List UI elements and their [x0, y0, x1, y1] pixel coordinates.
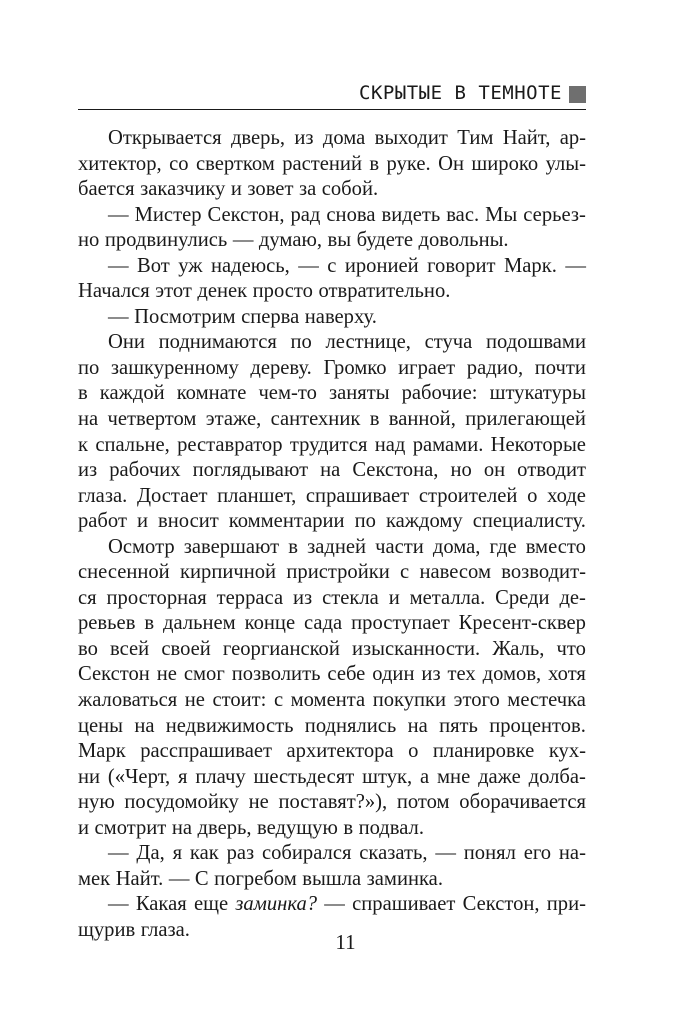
text-line — [78, 381, 586, 407]
word: зашкуренному — [110, 356, 239, 379]
word: вместо — [525, 535, 586, 558]
word: — — [108, 254, 129, 277]
word: Жаль, — [492, 637, 545, 660]
word: заминка. — [366, 867, 443, 890]
word: не — [156, 663, 177, 686]
text-line — [78, 458, 586, 484]
text-line — [78, 867, 586, 893]
text-line — [78, 152, 586, 178]
word: а — [420, 765, 430, 788]
word: Начался — [78, 280, 150, 303]
word: Среди — [495, 586, 550, 609]
word: ведущую — [257, 816, 338, 839]
word: («Черт, — [107, 765, 171, 788]
word: проступает — [351, 612, 450, 635]
word: Вот — [137, 254, 170, 277]
word: из — [294, 127, 314, 149]
text-line — [78, 356, 586, 382]
word: — — [435, 842, 456, 865]
word: и — [230, 178, 242, 201]
word: и — [136, 510, 148, 533]
word: вы — [327, 229, 352, 252]
word: покупки — [372, 689, 447, 712]
word: конце — [244, 612, 296, 635]
word: Секстон, — [462, 893, 540, 916]
text-line — [78, 279, 586, 305]
word: ванной, — [388, 408, 456, 431]
word: комментарии — [228, 510, 345, 533]
word: прилегающей — [465, 408, 586, 431]
word: но — [450, 459, 472, 482]
word: сперва — [241, 305, 300, 328]
text-line — [78, 790, 586, 816]
word: свертком — [195, 152, 275, 175]
word: он — [483, 459, 506, 482]
word: каждому — [385, 510, 463, 533]
word: смог — [183, 663, 225, 686]
word: широко — [471, 152, 539, 175]
word: наверху. — [304, 305, 377, 328]
word: Марк — [78, 740, 126, 763]
word: Посмотрим — [134, 305, 236, 328]
word: и — [388, 586, 400, 609]
word: кух- — [548, 740, 586, 763]
word: потом — [396, 791, 450, 814]
word: комнате — [176, 382, 247, 405]
word: спальне, — [95, 433, 170, 456]
word: себе — [327, 663, 366, 686]
word: по — [78, 356, 100, 379]
word: заминка? — [235, 893, 318, 916]
word: — — [324, 893, 345, 916]
word: части — [375, 535, 424, 558]
word: дверь, — [230, 127, 286, 149]
word: — — [565, 254, 586, 277]
word: оборачивается — [459, 791, 586, 814]
text-line — [78, 637, 586, 663]
word: спрашивает — [305, 484, 410, 507]
word: ходе — [547, 484, 586, 507]
word: заняты — [328, 382, 390, 405]
word: Марк. — [503, 254, 557, 277]
word: процентов. — [489, 714, 586, 737]
text-line — [78, 228, 586, 254]
word: пять — [439, 714, 478, 737]
word: этот — [155, 280, 192, 303]
word: на — [320, 459, 341, 482]
word: навесом — [419, 561, 491, 584]
word: трудится — [289, 433, 368, 456]
word: подошвами — [485, 331, 586, 354]
word: собирался — [261, 842, 352, 865]
word: отводит — [517, 459, 586, 482]
running-header — [78, 80, 586, 110]
text-line — [78, 254, 586, 280]
word: де- — [559, 586, 586, 609]
text-line — [78, 739, 586, 765]
word: недвижимость — [165, 714, 294, 737]
word: продвинулись — [104, 229, 228, 252]
word: Какая — [135, 893, 187, 916]
word: на — [407, 714, 428, 737]
running-title: СКРЫТЫЕ В ТЕМНОТЕ — [359, 82, 562, 104]
word: подвал. — [358, 816, 424, 839]
word: планшет, — [217, 484, 297, 507]
word: по — [290, 331, 312, 354]
word: тех — [447, 663, 476, 686]
word: стоит: — [212, 689, 267, 712]
text-line — [78, 765, 586, 791]
word: не — [248, 791, 269, 814]
word: и — [78, 816, 90, 839]
text-line — [78, 203, 586, 229]
word: возводит- — [501, 561, 586, 584]
word: но — [78, 229, 100, 252]
word: из — [78, 459, 98, 482]
word: играет — [398, 356, 456, 379]
word: штук, — [362, 765, 413, 788]
word: выходит — [374, 127, 448, 149]
word: смотрит — [94, 816, 167, 839]
word: Найт. — [115, 867, 164, 890]
word: местечка — [507, 689, 586, 712]
word: специалисту. — [472, 510, 586, 533]
text-line — [78, 841, 586, 867]
word: Осмотр — [108, 535, 175, 558]
word: поднимаются — [158, 331, 277, 354]
text-line — [78, 305, 586, 331]
word: металла. — [409, 586, 486, 609]
text-line — [78, 586, 586, 612]
word: зовет — [247, 178, 294, 201]
word: хотя — [548, 663, 586, 686]
word: Секстон — [78, 663, 150, 686]
word: ревьев — [78, 612, 136, 635]
word: в — [78, 382, 88, 405]
word: руке. — [386, 152, 431, 175]
word: посудомойку — [124, 791, 239, 814]
word: во — [78, 637, 98, 660]
word: его — [523, 842, 552, 865]
text-line — [78, 509, 586, 535]
word: я — [172, 842, 183, 865]
header-rule — [78, 109, 586, 110]
word: один — [372, 663, 415, 686]
word: хитектор, — [78, 152, 162, 175]
word: погребом — [214, 867, 297, 890]
word: снесенной — [78, 561, 170, 584]
word: С — [194, 867, 209, 890]
word: — — [108, 305, 129, 328]
word: над — [374, 433, 406, 456]
word: видеть — [381, 203, 441, 226]
word: думаю, — [258, 229, 322, 252]
word: на- — [558, 842, 586, 865]
word: Мистер — [134, 203, 202, 226]
word: радио, — [466, 356, 524, 379]
word: завершают — [183, 535, 280, 558]
word: ар- — [559, 127, 586, 149]
word: о — [527, 484, 538, 507]
word: — — [108, 203, 129, 226]
word: мне — [437, 765, 471, 788]
text-line — [78, 611, 586, 637]
word: — — [298, 254, 319, 277]
word: Громко — [323, 356, 387, 379]
word: с — [327, 254, 337, 277]
word: на — [134, 714, 155, 737]
word: денек — [197, 280, 248, 303]
word: рад — [290, 203, 321, 226]
word: чем-то — [258, 382, 317, 405]
word: дереву. — [250, 356, 312, 379]
word: вышла — [302, 867, 362, 890]
word: со — [169, 152, 189, 175]
word: кирпичной — [180, 561, 277, 584]
word: где — [489, 535, 517, 558]
header-square-mark — [569, 86, 586, 103]
word: — — [232, 229, 254, 252]
page-number: 11 — [335, 930, 356, 954]
word: Тим — [457, 127, 494, 149]
word: вас. — [446, 203, 480, 226]
word: из — [293, 586, 313, 609]
word: просторная — [106, 586, 207, 609]
word: раз — [226, 842, 255, 865]
text-line — [78, 662, 586, 688]
word: на — [171, 816, 192, 839]
word: — — [108, 842, 129, 865]
word: иронией — [344, 254, 419, 277]
word: с — [273, 689, 284, 712]
word: спрашивает — [352, 893, 456, 916]
text-line — [78, 560, 586, 586]
word: за — [298, 178, 317, 201]
word: вносит — [158, 510, 219, 533]
text-line — [78, 816, 586, 842]
text-line — [78, 126, 586, 152]
word: стуча — [424, 331, 473, 354]
word: из — [421, 663, 441, 686]
word: глаза. — [78, 484, 128, 507]
word: четвертом — [107, 408, 197, 431]
word: на — [78, 408, 99, 431]
word: жаловаться — [78, 689, 178, 712]
word: этаже, — [205, 408, 262, 431]
word: говорит — [427, 254, 496, 277]
word: при- — [546, 893, 586, 916]
word: надеюсь, — [210, 254, 290, 277]
word: растений — [282, 152, 362, 175]
text-line — [78, 330, 586, 356]
word: Секстона, — [352, 459, 439, 482]
word: штукатуры — [489, 382, 586, 405]
word: расспрашивает — [140, 740, 273, 763]
word: в — [369, 152, 380, 175]
word: долба- — [528, 765, 586, 788]
word: планировке — [432, 740, 535, 763]
word: плачу — [195, 765, 246, 788]
text-line — [78, 688, 586, 714]
word: задней — [307, 535, 367, 558]
word: терраса — [216, 586, 284, 609]
word: дома — [322, 127, 366, 149]
word: стекла — [322, 586, 379, 609]
text-line — [78, 892, 586, 918]
word: даже — [478, 765, 521, 788]
word: в — [288, 535, 298, 558]
word: Он — [438, 152, 464, 175]
word: ную — [78, 791, 115, 814]
word: я — [178, 765, 188, 788]
word: Достает — [136, 484, 208, 507]
word: почти — [534, 356, 586, 379]
text-line — [78, 177, 586, 203]
word: пристройки — [286, 561, 390, 584]
word: просто — [252, 280, 313, 303]
word: этого — [453, 689, 500, 712]
word: лестнице, — [325, 331, 411, 354]
word: поглядывают — [192, 459, 309, 482]
word: домов, — [482, 663, 542, 686]
text-line — [78, 714, 586, 740]
word: дома, — [432, 535, 481, 558]
body-text — [78, 126, 586, 944]
word: о — [408, 740, 419, 763]
word: реставратор — [177, 433, 283, 456]
word: момента — [290, 689, 366, 712]
word: Да, — [136, 842, 165, 865]
word: Секстон, — [207, 203, 285, 226]
word: архитектора — [286, 740, 394, 763]
word: серьез- — [523, 203, 586, 226]
word: мек — [78, 867, 111, 890]
word: строителей — [418, 484, 518, 507]
word: щурив — [78, 918, 136, 941]
text-line — [78, 407, 586, 433]
word: изысканности. — [352, 637, 481, 660]
word: рабочие: — [401, 382, 478, 405]
word: Кресент-сквер — [458, 612, 586, 635]
word: в — [343, 816, 354, 839]
word: — — [108, 893, 129, 916]
word: по — [354, 510, 376, 533]
word: отвратительно. — [318, 280, 451, 303]
word: сантехник — [270, 408, 361, 431]
word: рабочих — [109, 459, 181, 482]
word: цены — [78, 714, 124, 737]
word: работ — [78, 510, 127, 533]
word: собой. — [321, 178, 379, 201]
word: Мы — [485, 203, 518, 226]
word: дверь, — [197, 816, 252, 839]
word: ся — [78, 586, 97, 609]
word: ни — [78, 765, 101, 788]
word: Найт, — [502, 127, 551, 149]
word: довольны. — [418, 229, 509, 252]
text-line — [78, 433, 586, 459]
word: поднялись — [304, 714, 397, 737]
word: каждой — [99, 382, 165, 405]
word: своей — [161, 637, 211, 660]
word: к — [78, 433, 89, 456]
text-line — [78, 535, 586, 561]
word: Открывается — [108, 127, 222, 149]
word: понял — [463, 842, 516, 865]
word: еще — [193, 893, 229, 916]
word: — — [168, 867, 190, 890]
word: с — [400, 561, 410, 584]
word: Некоторые — [490, 433, 586, 456]
word: позволить — [231, 663, 321, 686]
word: что — [556, 637, 586, 660]
word: сада — [304, 612, 343, 635]
text-line — [78, 484, 586, 510]
word: георгианской — [222, 637, 340, 660]
word: глаза. — [140, 918, 190, 941]
word: сказать, — [359, 842, 428, 865]
word: заказчику — [140, 178, 226, 201]
word: улы- — [545, 152, 586, 175]
word: шестьдесят — [253, 765, 355, 788]
word: будете — [356, 229, 414, 252]
word: в — [144, 612, 155, 635]
word: дальнем — [163, 612, 236, 635]
word: уж — [178, 254, 203, 277]
word: бается — [78, 178, 135, 201]
word: Они — [108, 331, 145, 354]
word: как — [189, 842, 219, 865]
word: поставят?»), — [278, 791, 388, 814]
word: не — [184, 689, 205, 712]
word: рамами. — [412, 433, 484, 456]
word: снова — [326, 203, 376, 226]
word: в — [369, 408, 380, 431]
word: всей — [110, 637, 150, 660]
